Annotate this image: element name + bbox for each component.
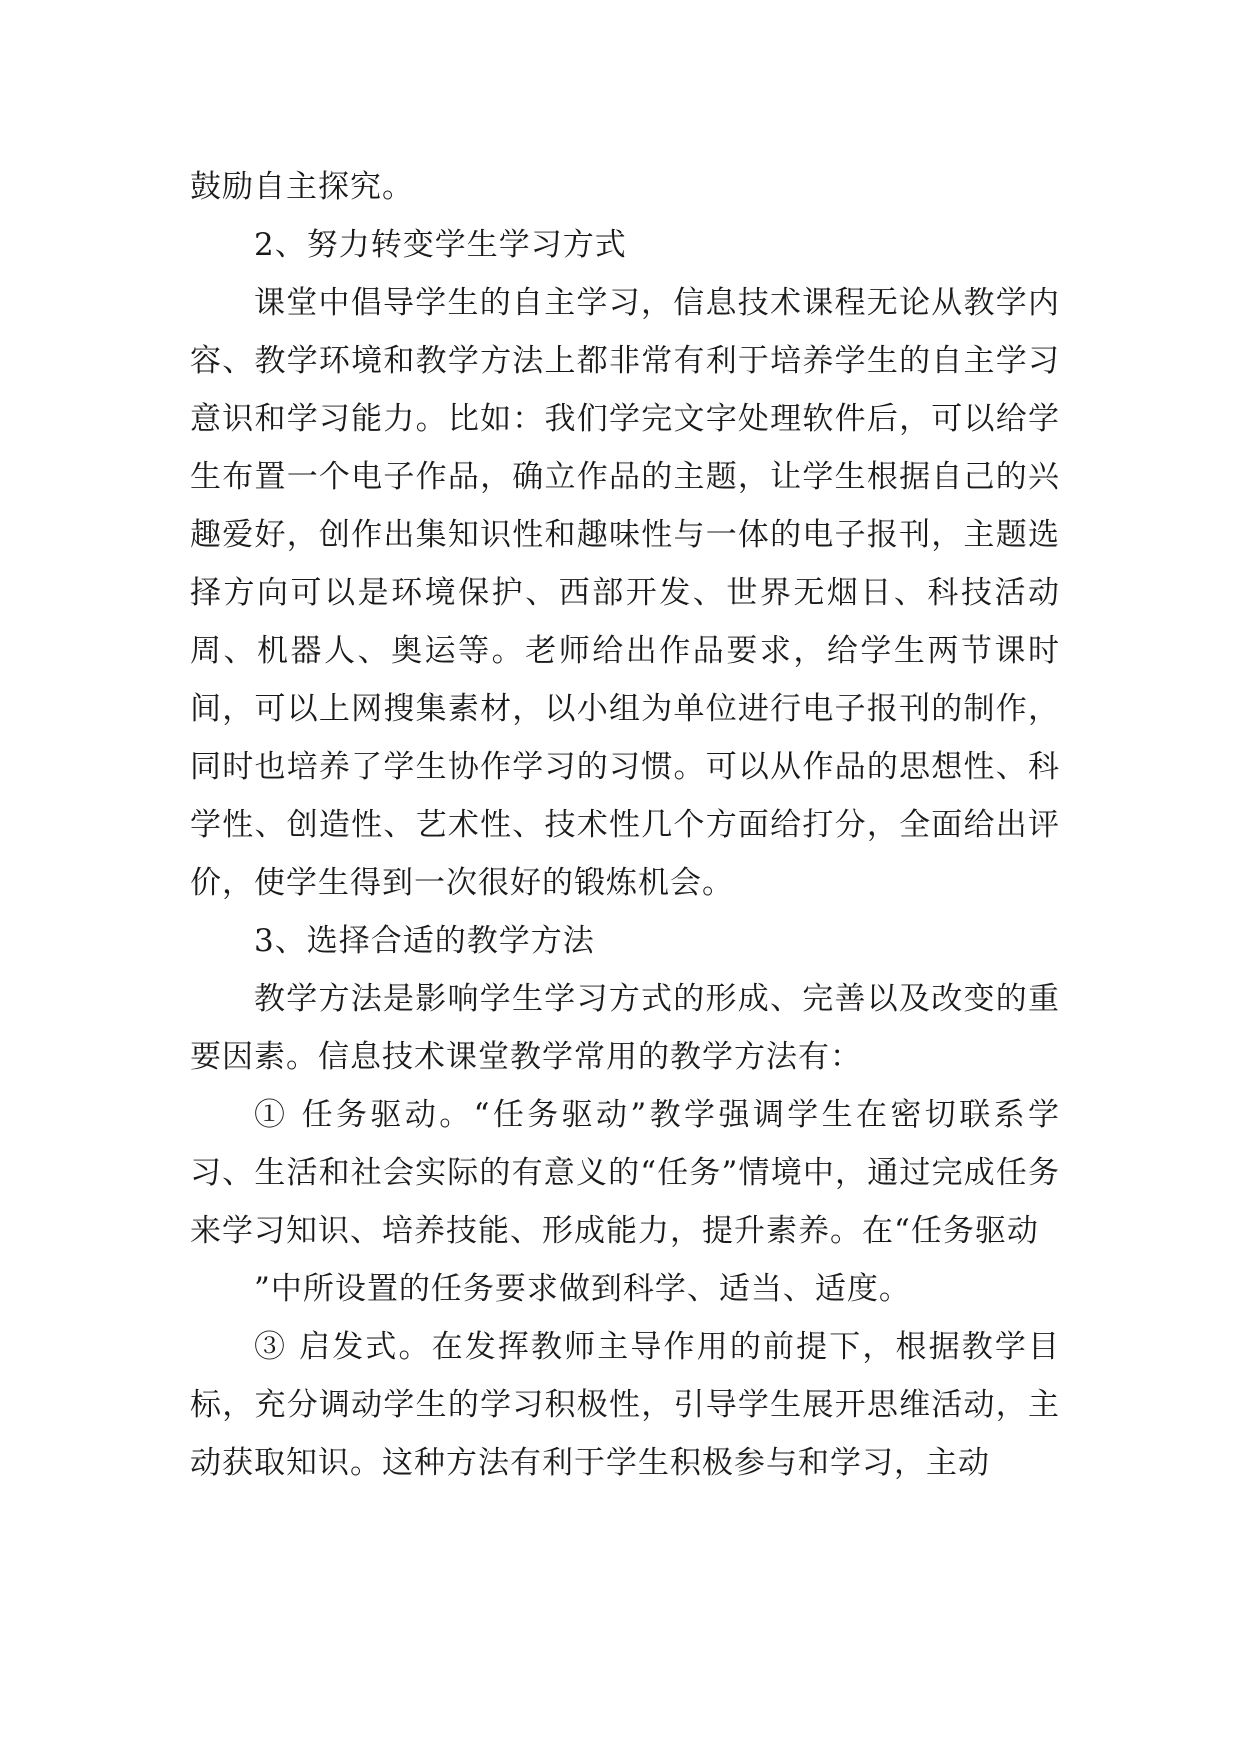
- paragraph-task-driven: ① 任务驱动。“任务驱动”教学强调学生在密切联系学习、生活和社会实际的有意义的“任务”情境中，通过完成任务来学习知识、培养技能、形成能力，提升素养。在“任务驱动: [190, 1097, 1060, 1249]
- document-body: [190, 158, 1060, 1492]
- paragraph-heuristic: ③ 启发式。在发挥教师主导作用的前提下，根据教学目标，充分调动学生的学习积极性，引导学生展开思维活动，主动获取知识。这种方法有利于学生积极参与和学习，主动: [190, 1329, 1060, 1481]
- paragraph-3: 课堂中倡导学生的自主学习，信息技术课程无论从教学内容、教学环境和教学方法上都非常有利于培养学生的自主学习意识和学习能力。比如：我们学完文字处理软件后，可以给学生布置一个电子作品，确立作品的主题，让学生根据自己的兴趣爱好，创作出集知识性和趣味性与一体的电子报刊，主题选择方向可以是环境保护、西部开发、世界无烟日、科技活动周、机器人、奥运等。老师给出作品要求，给学生两节课时间，可以上网搜集素材，以小组为单位进行电子报刊的制作，同时也培养了学生协作学习的习惯。可以从作品的思想性、科学性、创造性、艺术性、技术性几个方面给打分，全面给出评价，使学生得到一次很好的锻炼机会。: [190, 285, 1060, 901]
- paragraph-task-continued: ”中所设置的任务要求做到科学、适当、适度。: [254, 1271, 911, 1307]
- paragraph-5: 教学方法是影响学生学习方式的形成、完善以及改变的重要因素。信息技术课堂教学常用的教学方法有：: [190, 981, 1060, 1075]
- section-heading-3: 3、选择合适的教学方法: [254, 923, 595, 959]
- section-heading-2: 2、努力转变学生学习方式: [254, 227, 627, 263]
- paragraph-1: 鼓励自主探究。: [190, 169, 414, 205]
